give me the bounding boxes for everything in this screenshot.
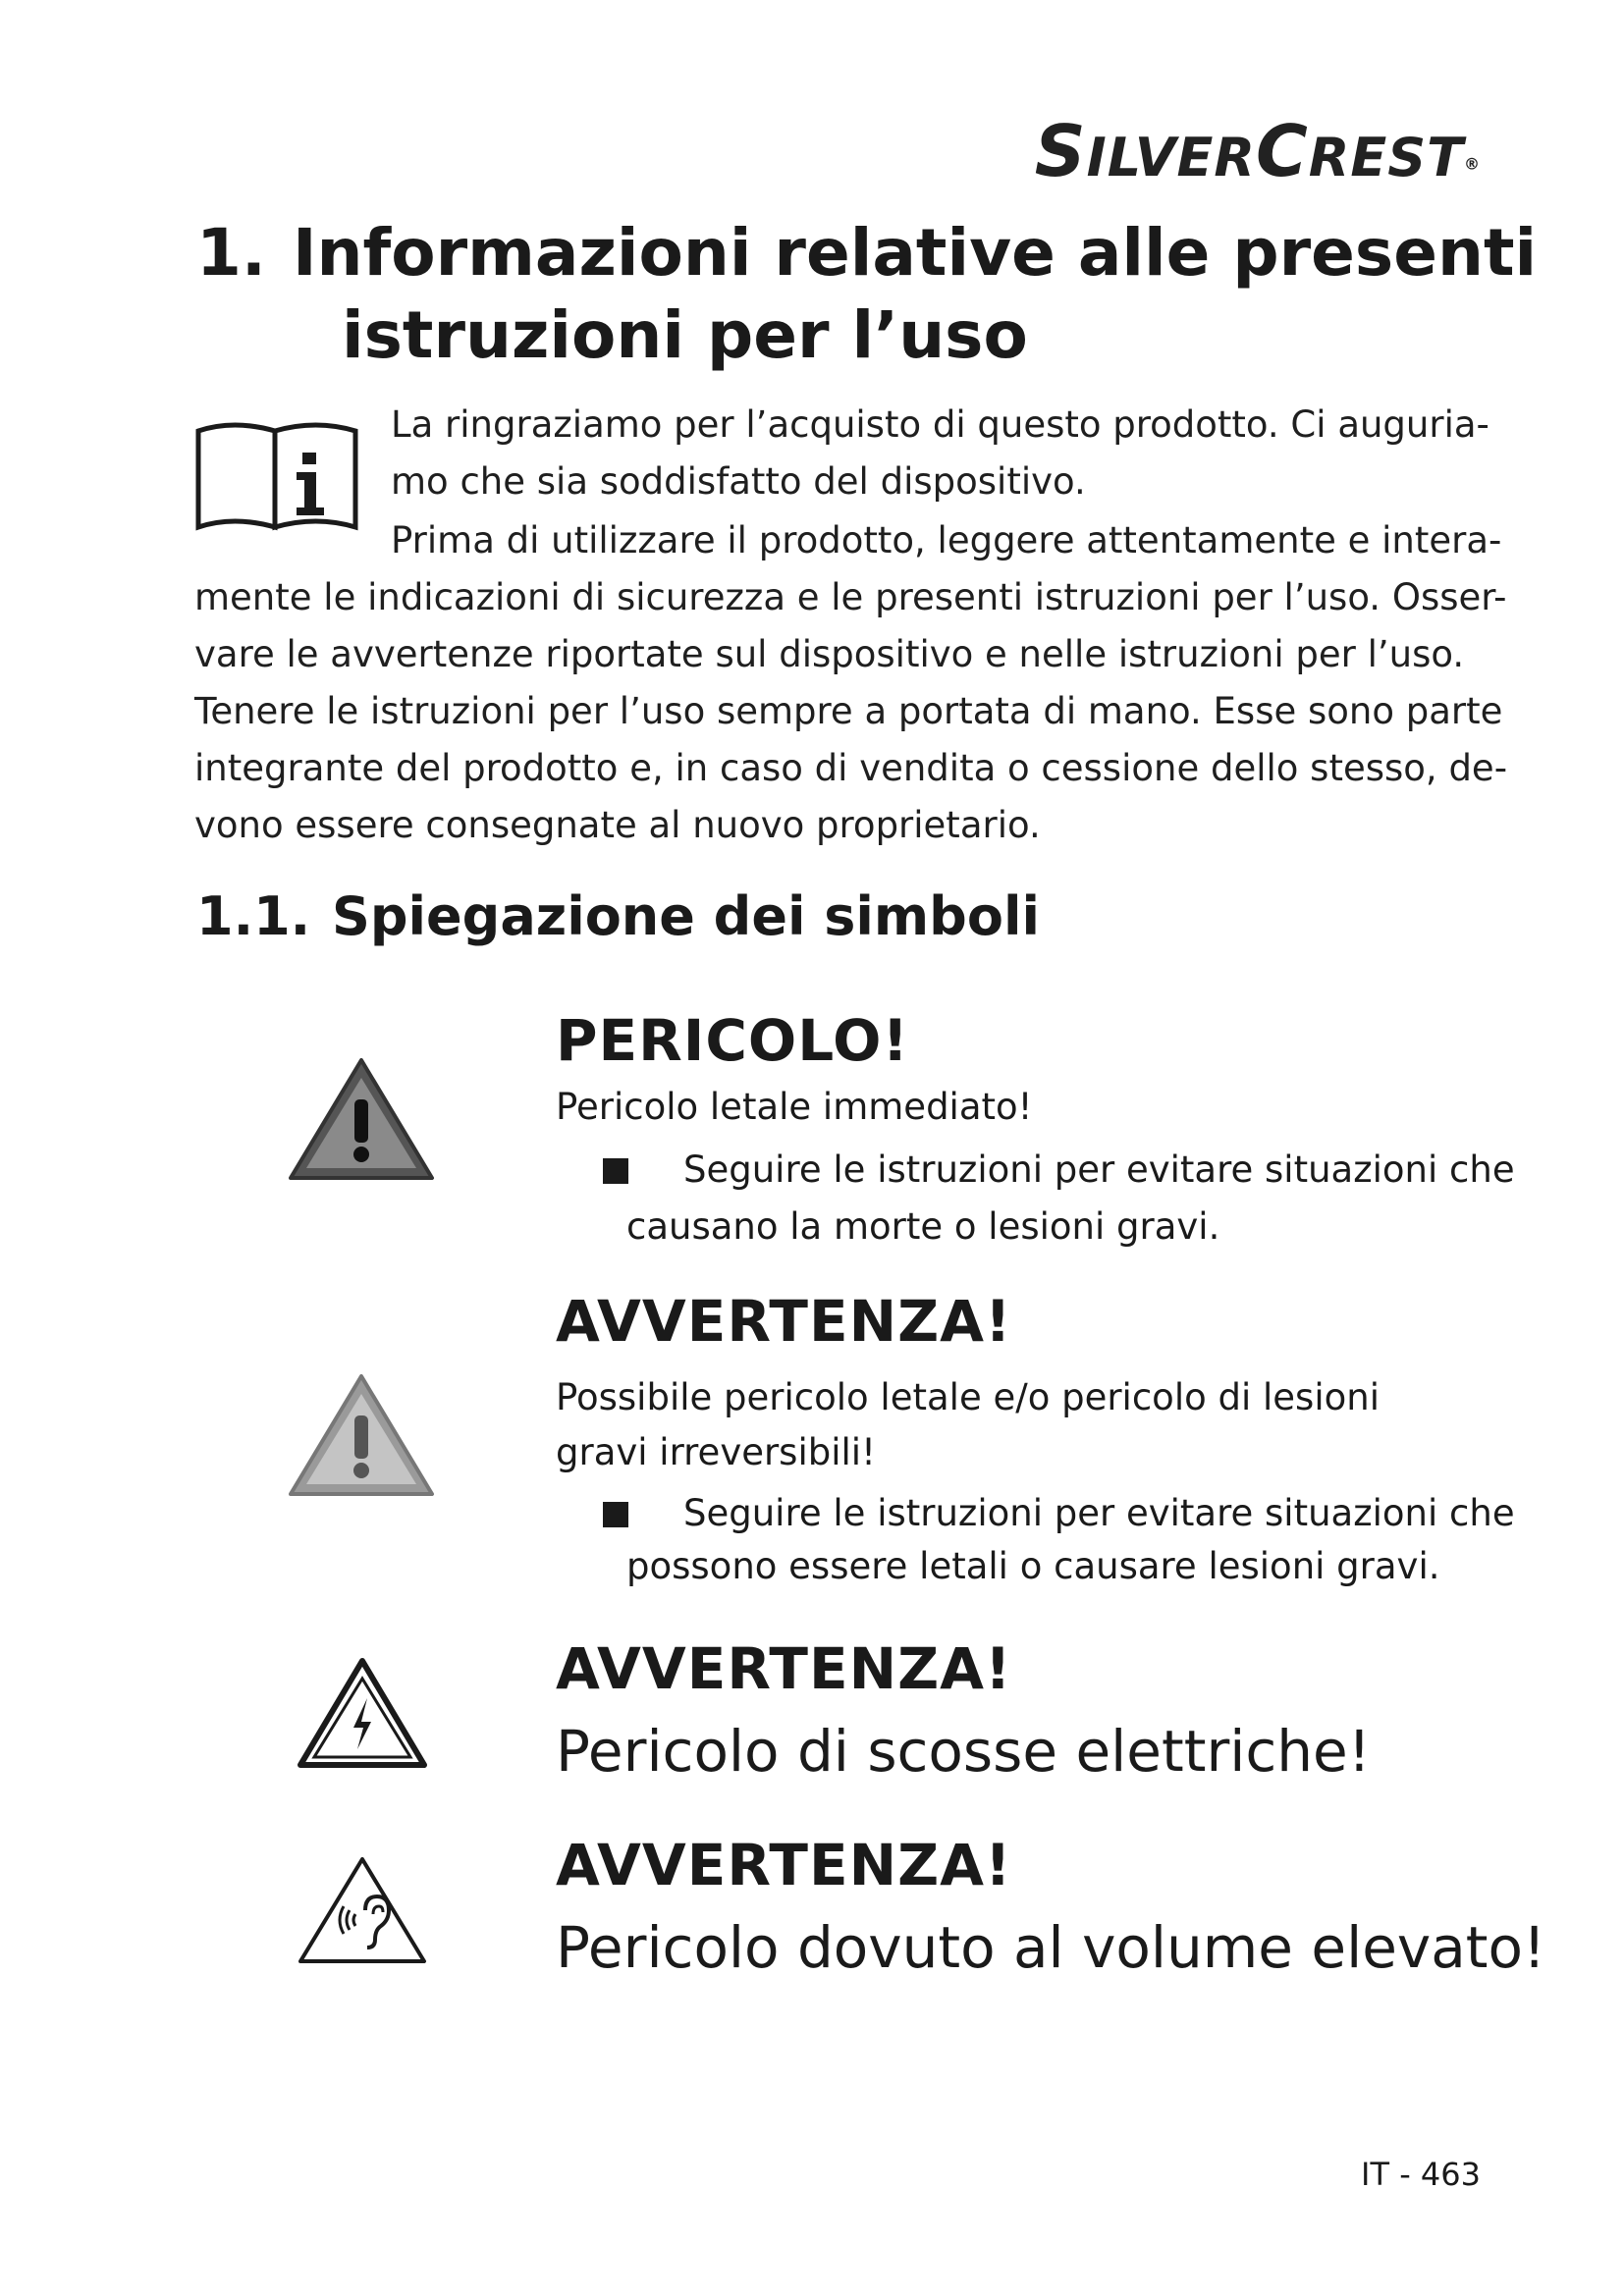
intro-line: vare le avvertenze riportate sul dispositivo e nelle istruzioni per l’uso.: [194, 633, 1465, 675]
signal-description: gravi irreversibili!: [556, 1431, 876, 1473]
brand-logo: SILVERCREST®: [1034, 110, 1481, 192]
bullet-square: [603, 1502, 628, 1527]
signal-description: Pericolo dovuto al volume elevato!: [556, 1914, 1546, 1981]
intro-line: mo che sia soddisfatto del dispositivo.: [391, 460, 1086, 503]
read-instructions-icon: [194, 417, 359, 535]
signal-description: Pericolo di scosse elettriche!: [556, 1718, 1371, 1785]
danger-triangle-icon: [287, 1056, 436, 1182]
section-title-line1: Informazioni relative alle presenti: [293, 215, 1538, 291]
electric-shock-icon: [297, 1657, 428, 1769]
bullet-text: possono essere letali o causare lesioni gravi.: [626, 1545, 1440, 1587]
intro-line: vono essere consegnate al nuovo proprietario.: [194, 804, 1041, 846]
section-title-line2: istruzioni per l’uso: [342, 297, 1028, 373]
signal-word-danger: PERICOLO!: [556, 1007, 909, 1074]
intro-line: mente le indicazioni di sicurezza e le presenti istruzioni per l’uso. Osser-: [194, 576, 1507, 618]
subsection-heading: [196, 885, 1040, 947]
warning-triangle-icon: [287, 1372, 436, 1498]
bullet-text: causano la morte o lesioni gravi.: [626, 1205, 1220, 1248]
subsection-title: Spiegazione dei simboli: [332, 885, 1040, 947]
section-number: 1.: [196, 215, 266, 291]
bullet-square: [603, 1158, 628, 1184]
intro-line: Prima di utilizzare il prodotto, leggere attentamente e intera-: [391, 519, 1502, 561]
hearing-damage-icon: [297, 1855, 428, 1965]
intro-line: La ringraziamo per l’acquisto di questo prodotto. Ci auguria-: [391, 403, 1489, 446]
signal-word-warning: AVVERTENZA!: [556, 1288, 1012, 1355]
bullet-text: Seguire le istruzioni per evitare situazioni che: [683, 1148, 1515, 1191]
page-number: IT - 463: [1361, 2156, 1481, 2193]
subsection-number: 1.1.: [196, 885, 311, 947]
signal-word-warning: AVVERTENZA!: [556, 1635, 1012, 1702]
signal-description: Possibile pericolo letale e/o pericolo di lesioni: [556, 1376, 1380, 1418]
signal-description: Pericolo letale immediato!: [556, 1086, 1033, 1128]
signal-word-warning: AVVERTENZA!: [556, 1832, 1012, 1898]
intro-line: integrante del prodotto e, in caso di vendita o cessione dello stesso, de-: [194, 747, 1508, 789]
intro-line: Tenere le istruzioni per l’uso sempre a portata di mano. Esse sono parte: [194, 690, 1503, 732]
bullet-text: Seguire le istruzioni per evitare situazioni che: [683, 1492, 1515, 1534]
